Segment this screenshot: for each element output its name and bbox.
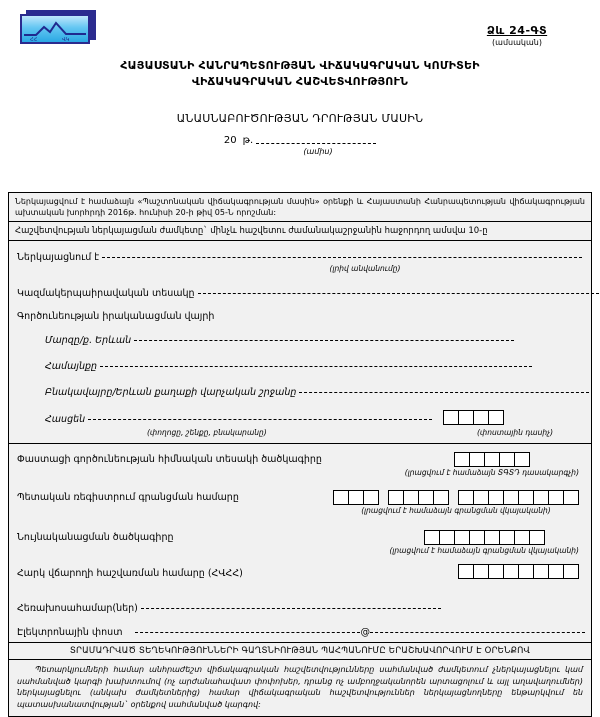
code-box[interactable] bbox=[403, 490, 419, 505]
code-box[interactable] bbox=[424, 530, 440, 545]
form-code-periodicity: (ամսական) bbox=[492, 38, 542, 47]
deadline-text: Հաշվետվության ներկայացման ժամկետը` մինչև հաշվետու ժամանակաշրջանին հաջորդող ամսվա 10-ը bbox=[15, 226, 488, 236]
identification-code-field bbox=[17, 530, 583, 562]
code-box[interactable] bbox=[499, 452, 515, 467]
legal-form-field bbox=[17, 285, 583, 299]
submitter-caption: (լրիվ անվանումը) bbox=[329, 264, 401, 273]
email-input-domain[interactable] bbox=[370, 624, 585, 633]
address-captions bbox=[17, 427, 583, 437]
legal-form-input[interactable] bbox=[198, 285, 600, 294]
penalty-note-row bbox=[9, 660, 591, 716]
legal-form-label: Կազմակերպաիրավական տեսակը bbox=[17, 288, 195, 299]
code-box[interactable] bbox=[488, 564, 504, 579]
form-code: Ձև 24-ԳՏ bbox=[486, 24, 548, 37]
code-box[interactable] bbox=[348, 490, 364, 505]
identification-code-label: Նույնականացման ծածկագիրը bbox=[17, 532, 174, 543]
region-label: Մարզը/ք. Երևան bbox=[45, 335, 132, 346]
activity-code-boxgroup bbox=[405, 452, 579, 477]
code-box[interactable] bbox=[433, 490, 449, 505]
code-box[interactable] bbox=[458, 564, 474, 579]
code-box[interactable] bbox=[533, 564, 549, 579]
code-box[interactable] bbox=[533, 490, 549, 505]
armstat-logo bbox=[20, 10, 96, 44]
email-input-local[interactable] bbox=[135, 624, 360, 633]
phone-field bbox=[17, 600, 583, 614]
code-box[interactable] bbox=[473, 490, 489, 505]
code-box[interactable] bbox=[518, 564, 534, 579]
registration-group-3[interactable] bbox=[458, 490, 579, 505]
codes-fields bbox=[9, 444, 591, 642]
legal-basis-text: Ներկայացվում է համաձայն «Պաշտոնական վիճակագրության մասին» օրենքի և Հայաստանի Հանրապետության վիճակագրության ախտական խորհրդի 2016թ. հունիսի 20-ի թիվ 05-Ն որոշման: bbox=[15, 197, 585, 217]
registration-number-boxgroup bbox=[333, 490, 579, 515]
codes-row bbox=[9, 444, 591, 643]
code-box[interactable] bbox=[439, 530, 455, 545]
logo-frame bbox=[20, 14, 90, 44]
code-box[interactable] bbox=[514, 530, 530, 545]
postal-caption: (փոստային դասիչ) bbox=[477, 428, 554, 437]
year-suffix: թ. bbox=[242, 135, 254, 146]
activity-code-field bbox=[17, 452, 583, 486]
code-box[interactable] bbox=[469, 530, 485, 545]
submitter-input[interactable] bbox=[102, 249, 582, 258]
code-box[interactable] bbox=[548, 564, 564, 579]
code-box[interactable] bbox=[503, 490, 519, 505]
address-caption: (փողոցը, շենքը, բնակարանը) bbox=[147, 428, 267, 437]
region-input[interactable] bbox=[134, 332, 514, 341]
code-box[interactable] bbox=[529, 530, 545, 545]
taxpayer-number-boxgroup bbox=[458, 564, 579, 579]
code-box[interactable] bbox=[484, 530, 500, 545]
form-code-block bbox=[442, 24, 592, 47]
code-box[interactable] bbox=[548, 490, 564, 505]
code-box[interactable] bbox=[514, 452, 530, 467]
form-header bbox=[0, 0, 600, 185]
code-box[interactable] bbox=[563, 490, 579, 505]
activity-address-heading bbox=[17, 311, 583, 322]
penalty-note-text: Պետարկյումների համար անհրաժեշտ վիճակագրական հաշվետվությունները սահմանված ժամկետում չներկայացնելու կամ սահմանված կարգի խախտումով (ոչ արժանահավատ փոփոխեր, դրանց ոչ ամբողջականորեն արտացոլում և այլ աղավաղումներ) ներկայացնելու (անկախ ժամկետներից) համար վիճակագրական հաշվետվություններ ներկայացնողները ենթարկվում են պատասխանատվության` օրենքով սահմանված կարգով: bbox=[17, 665, 583, 709]
settlement-field bbox=[45, 384, 583, 398]
page-subtitle: ԱՆԱՍՆԱԲՈՒԾՈՒԹՅԱՆ ԴՐՈՒԹՅԱՆ ՄԱՍԻՆ bbox=[176, 112, 424, 125]
postal-box[interactable] bbox=[473, 410, 489, 425]
postal-box[interactable] bbox=[443, 410, 459, 425]
community-input[interactable] bbox=[100, 358, 532, 367]
identification-code-boxgroup bbox=[389, 530, 579, 555]
code-box[interactable] bbox=[418, 490, 434, 505]
community-field bbox=[45, 358, 583, 372]
identification-row bbox=[9, 241, 591, 444]
email-field bbox=[17, 624, 583, 638]
svg-text:ՎԿ: ՎԿ bbox=[62, 37, 70, 42]
activity-code-boxes[interactable] bbox=[454, 452, 530, 467]
activity-address-label: Գործունեության իրականացման վայրի bbox=[17, 311, 215, 322]
code-box[interactable] bbox=[473, 564, 489, 579]
month-caption: (ամիս) bbox=[303, 147, 333, 156]
confidentiality-title: ՏՐԱՄԱԴՐՎԱԾ ՏԵՂԵԿՈՒԹՅՈՒՆՆԵՐԻ ԳԱՂՏՆԻՈՒԹՅԱՆ ՊԱՀՊԱՆՈՒՄԸ ԵՐԱՇԽԱՎՈՐՎՈՒՄ Է ՕՐԵՆՔՈՎ bbox=[69, 646, 531, 656]
identification-code-caption: (լրացվում է համաձայն գրանցման վկայականի) bbox=[389, 546, 579, 555]
identification-code-boxes[interactable] bbox=[424, 530, 545, 545]
address-input[interactable] bbox=[88, 411, 432, 420]
code-box[interactable] bbox=[363, 490, 379, 505]
code-box[interactable] bbox=[518, 490, 534, 505]
postal-code-boxes[interactable] bbox=[443, 410, 504, 425]
code-box[interactable] bbox=[333, 490, 349, 505]
page-title bbox=[0, 58, 600, 90]
identification-fields bbox=[9, 241, 591, 443]
taxpayer-number-label: Հարկ վճարողի հաշվառման համարը (ՀՎՀՀ) bbox=[17, 568, 243, 579]
code-box[interactable] bbox=[484, 452, 500, 467]
settlement-label: Բնակավայրը/Երևան քաղաքի վարչական շրջանը bbox=[45, 387, 297, 398]
legal-basis-row bbox=[9, 193, 591, 222]
email-label: Էլեկտրոնային փոստ bbox=[17, 627, 123, 638]
page-title-line2: ՎԻՃԱԿԱԳՐԱԿԱՆ ՀԱՇՎԵՏՎՈՒԹՅՈՒՆ bbox=[191, 75, 409, 88]
code-box[interactable] bbox=[388, 490, 404, 505]
code-box[interactable] bbox=[458, 490, 474, 505]
region-field bbox=[45, 332, 583, 346]
code-box[interactable] bbox=[503, 564, 519, 579]
postal-box[interactable] bbox=[488, 410, 504, 425]
code-box[interactable] bbox=[469, 452, 485, 467]
submitter-label: Ներկայացնում է bbox=[17, 252, 100, 263]
community-label: Համայնքը bbox=[45, 361, 98, 372]
registration-number-caption: (լրացվում է համաձայն գրանցման վկայականի) bbox=[361, 506, 551, 515]
code-box[interactable] bbox=[454, 452, 470, 467]
page-title-line1: ՀԱՅԱՍՏԱՆԻ ՀԱՆՐԱՊԵՏՈՒԹՅԱՆ ՎԻՃԱԿԱԳՐԱԿԱՆ ԿՈՄԻՏԵԻ bbox=[120, 59, 480, 72]
logo-image bbox=[22, 16, 88, 42]
taxpayer-number-field bbox=[17, 566, 583, 596]
confidentiality-title-row bbox=[9, 643, 591, 660]
registration-number-field bbox=[17, 490, 583, 526]
penalty-note bbox=[9, 660, 591, 716]
code-box[interactable] bbox=[563, 564, 579, 579]
svg-text:ՀՀ: ՀՀ bbox=[30, 37, 38, 42]
taxpayer-number-boxes[interactable] bbox=[458, 564, 579, 579]
registration-group-2[interactable] bbox=[388, 490, 449, 505]
submitter-field bbox=[17, 249, 583, 273]
email-at-symbol: @ bbox=[360, 627, 370, 638]
year-prefix: 20 bbox=[223, 135, 237, 146]
address-label: Հասցեն bbox=[45, 414, 86, 425]
activity-code-label: Փաստացի գործունեության հիմնական տեսակի ծածկագիրը bbox=[17, 454, 322, 465]
activity-code-caption: (լրացվում է համաձայն ՏԳՏԴ դասակարգչի) bbox=[404, 468, 579, 477]
registration-number-label: Պետական ռեգիստրում գրանցման համարը bbox=[17, 492, 239, 503]
logo-chart-line-icon bbox=[22, 16, 88, 42]
month-input[interactable] bbox=[256, 133, 376, 144]
registration-group-1[interactable] bbox=[333, 490, 379, 505]
postal-box[interactable] bbox=[458, 410, 474, 425]
phone-input[interactable] bbox=[141, 600, 441, 609]
address-field bbox=[45, 410, 583, 425]
code-box[interactable] bbox=[488, 490, 504, 505]
code-box[interactable] bbox=[499, 530, 515, 545]
form-table bbox=[8, 192, 592, 717]
phone-label: Հեռախոսահամար(ներ) bbox=[17, 603, 138, 614]
code-box[interactable] bbox=[454, 530, 470, 545]
deadline-row bbox=[9, 222, 591, 241]
report-period-line bbox=[0, 133, 600, 156]
settlement-input[interactable] bbox=[299, 384, 589, 393]
